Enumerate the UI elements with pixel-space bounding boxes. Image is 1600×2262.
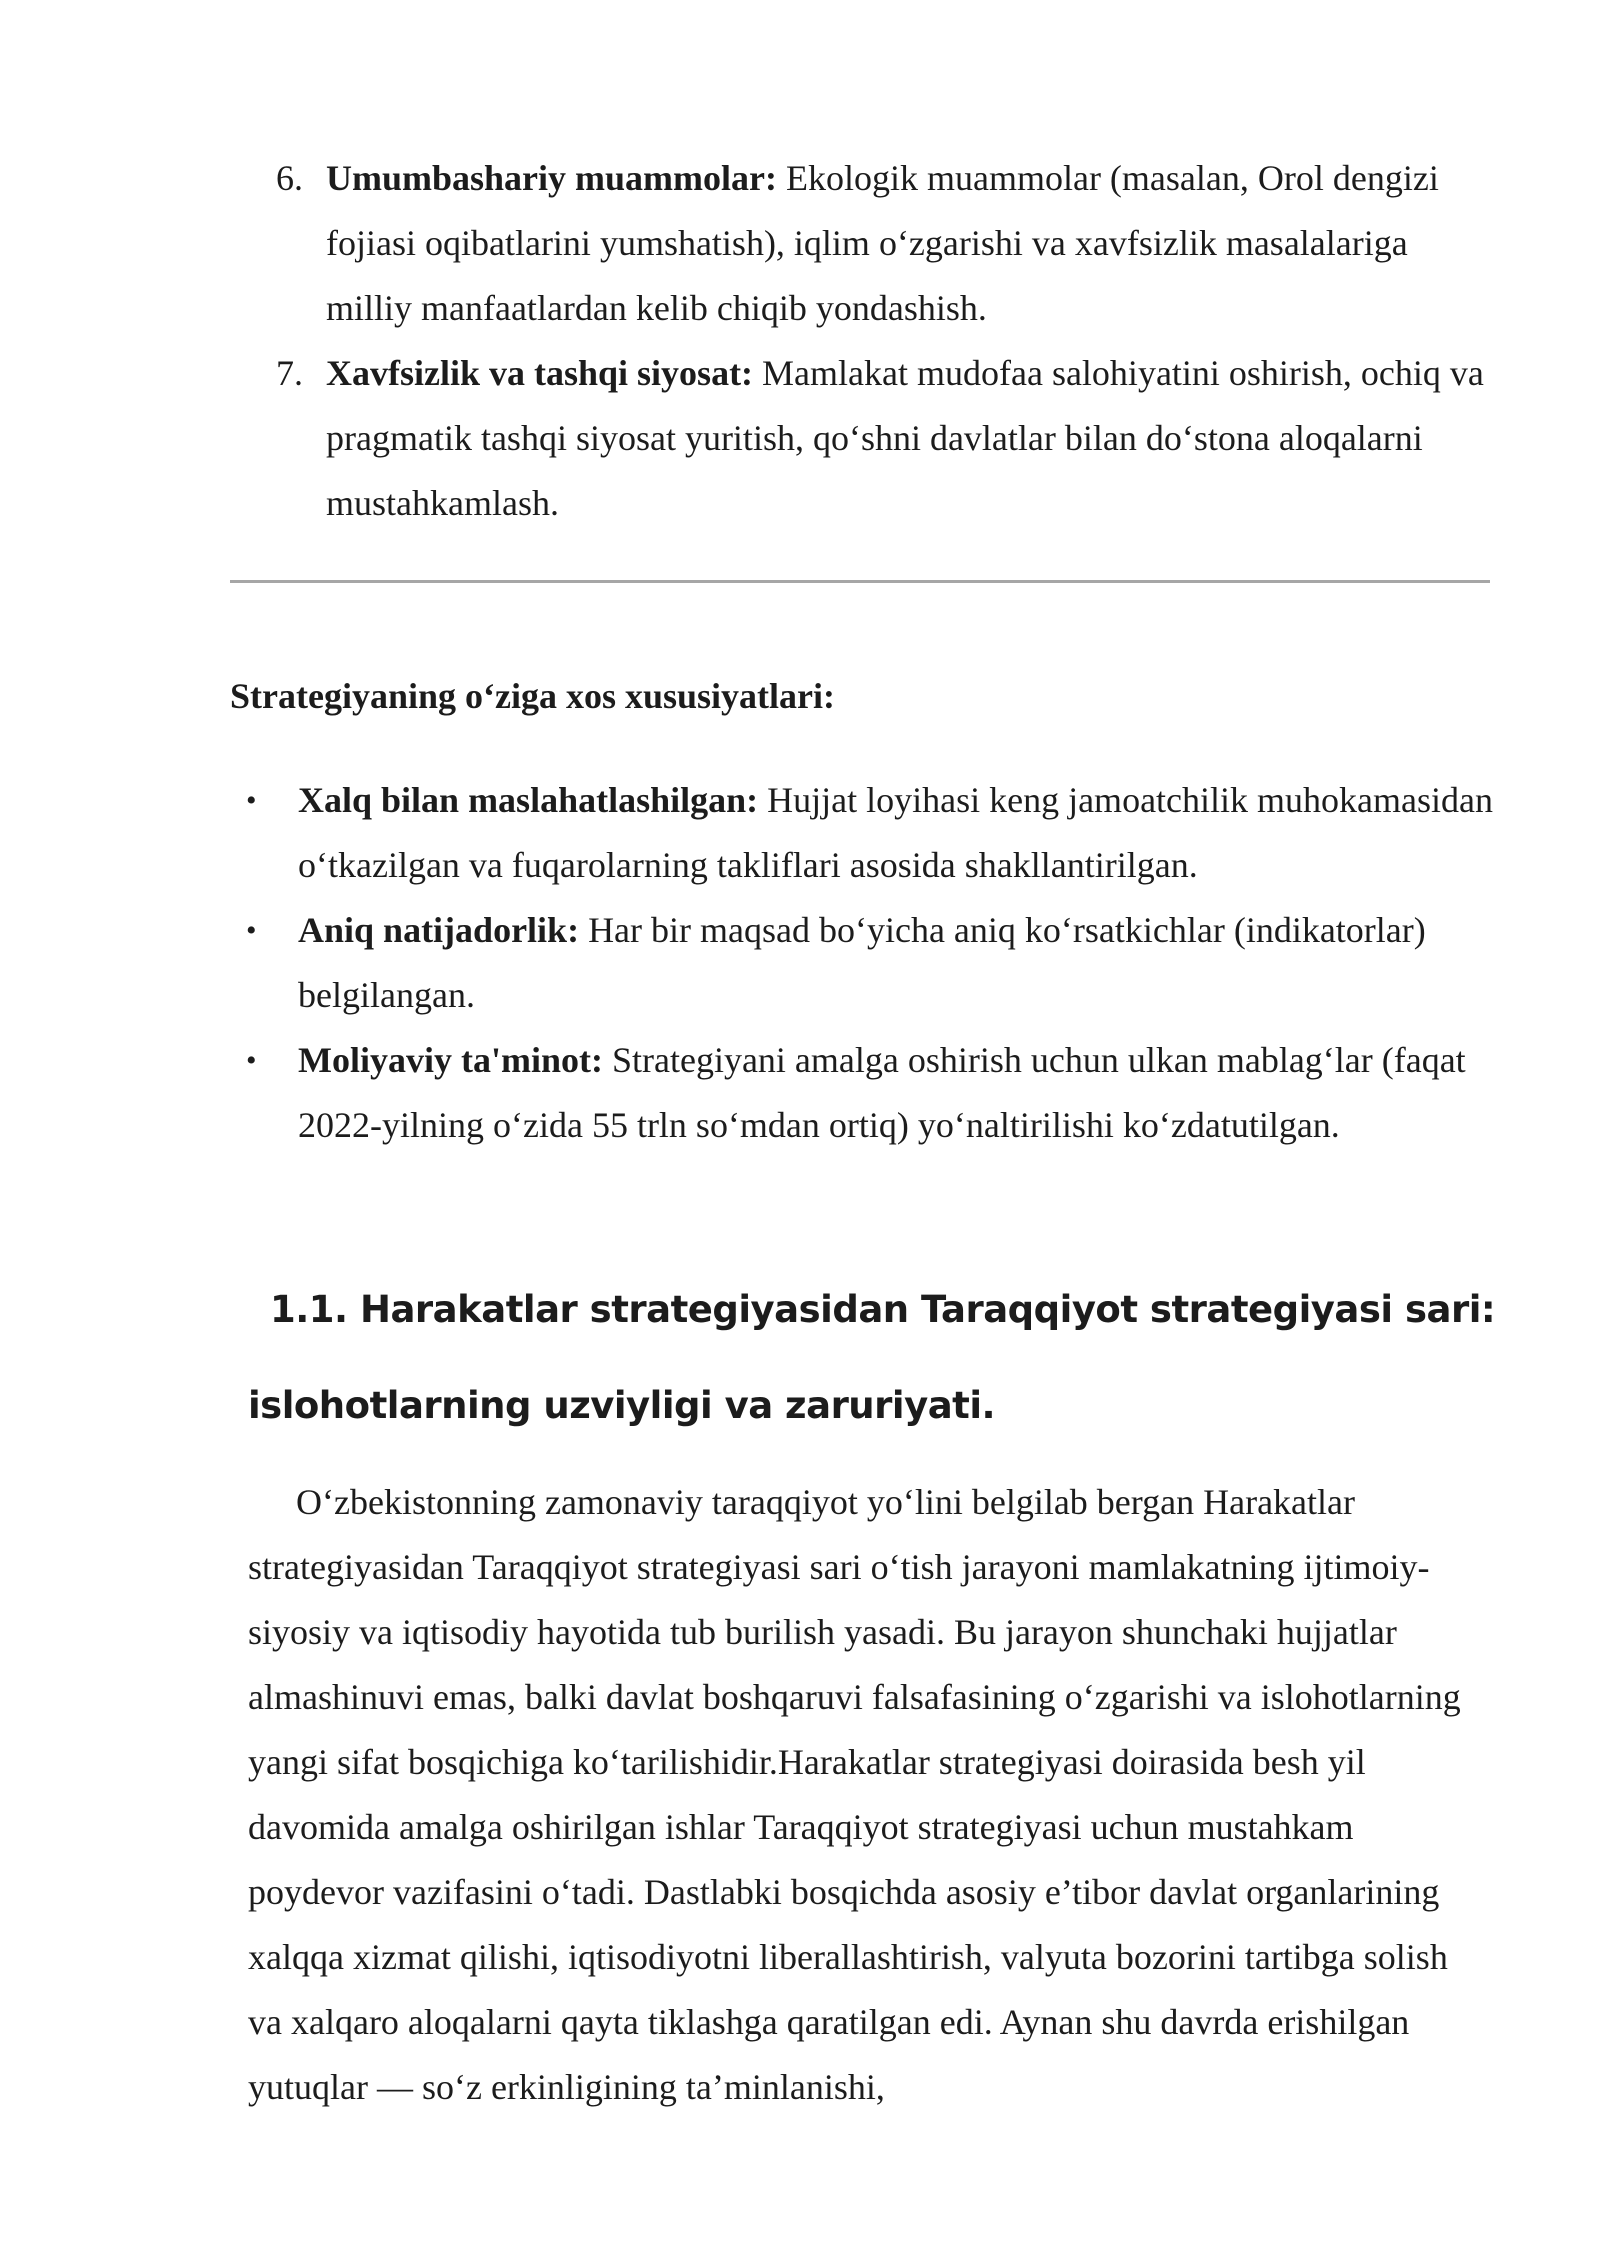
features-heading: Strategiyaning o‘ziga xos xususiyatlari: <box>230 676 836 716</box>
feature-text: Strategiyani amalga oshirish uchun ulkan mablag‘lar (faqat 2022-yilning o‘zida 55 trln so‘mdan ortiq) yo‘naltirilishi ko‘zdatutilgan. <box>298 1040 1466 1145</box>
feature-item <box>230 1028 1500 1158</box>
feature-item <box>230 768 1500 898</box>
feature-text: Hujjat loyihasi keng jamoatchilik muhokamasidan o‘tkazilgan va fuqarolarning takliflari asosida shakllantirilgan. <box>298 780 1493 885</box>
list-item <box>230 146 1500 341</box>
bullet-icon: • <box>246 784 257 817</box>
feature-text: Har bir maqsad bo‘yicha aniq ko‘rsatkichlar (indikatorlar) belgilangan. <box>298 910 1426 1015</box>
bullet-icon: • <box>246 914 257 947</box>
feature-title: Moliyaviy ta'minot: <box>298 1040 603 1080</box>
bullet-icon: • <box>246 1044 257 1077</box>
feature-item <box>230 898 1500 1028</box>
feature-title: Aniq natijadorlik: <box>298 910 580 950</box>
horizontal-divider <box>230 580 1490 583</box>
section-heading <box>248 1262 1498 1454</box>
list-item-number: 7. <box>276 353 303 393</box>
list-item-text: Mamlakat mudofaa salohiyatini oshirish, ochiq va pragmatik tashqi siyosat yuritish, qo‘shni davlatlar bilan do‘stona aloqalarni mustahkamlash. <box>326 353 1484 523</box>
features-list <box>230 768 1500 1158</box>
body-paragraph: O‘zbekistonning zamonaviy taraqqiyot yo‘lini belgilab bergan Harakatlar strategiyasidan Taraqqiyot strategiyasi sari o‘tish jarayoni mamlakatning ijtimoiy-siyosiy va iqtisodiy hayotida tub burilish yasadi. Bu jarayon shunchaki hujjatlar almashinuvi emas, balki davlat boshqaruvi falsafasining o‘zgarishi va islohotlarning yangi sifat bosqichiga ko‘tarilishidir.Harakatlar strategiyasi doirasida besh yil davomida amalga oshirilgan ishlar Taraqqiyot strategiyasi uchun mustahkam poydevor vazifasini o‘tadi. Dastlabki bosqichda asosiy e’tibor davlat organlarining xalqqa xizmat qilishi, iqtisodiyotni liberallashtirish, valyuta bozorini tartibga solish va xalqaro aloqalarni qayta tiklashga qaratilgan edi. Aynan shu davrda erishilgan yutuqlar — so‘z erkinligining ta’minlanishi, <box>248 1482 1461 2107</box>
list-item-number: 6. <box>276 158 303 198</box>
section-heading-line-1: 1.1. Harakatlar strategiyasidan Taraqqiyot strategiyasi sari: <box>270 1288 1496 1331</box>
numbered-list <box>230 146 1500 536</box>
section-heading-line-2: islohotlarning uzviyligi va zaruriyati. <box>248 1384 996 1427</box>
list-item <box>230 341 1500 536</box>
list-item-text: Ekologik muammolar (masalan, Orol dengizi fojiasi oqibatlarini yumshatish), iqlim o‘zgarishi va xavfsizlik masalalariga milliy manfaatlardan kelib chiqib yondashish. <box>326 158 1439 328</box>
feature-title: Xalq bilan maslahatlashilgan: <box>298 780 759 820</box>
list-item-title: Xavfsizlik va tashqi siyosat: <box>326 353 754 393</box>
list-item-title: Umumbashariy muammolar: <box>326 158 777 198</box>
